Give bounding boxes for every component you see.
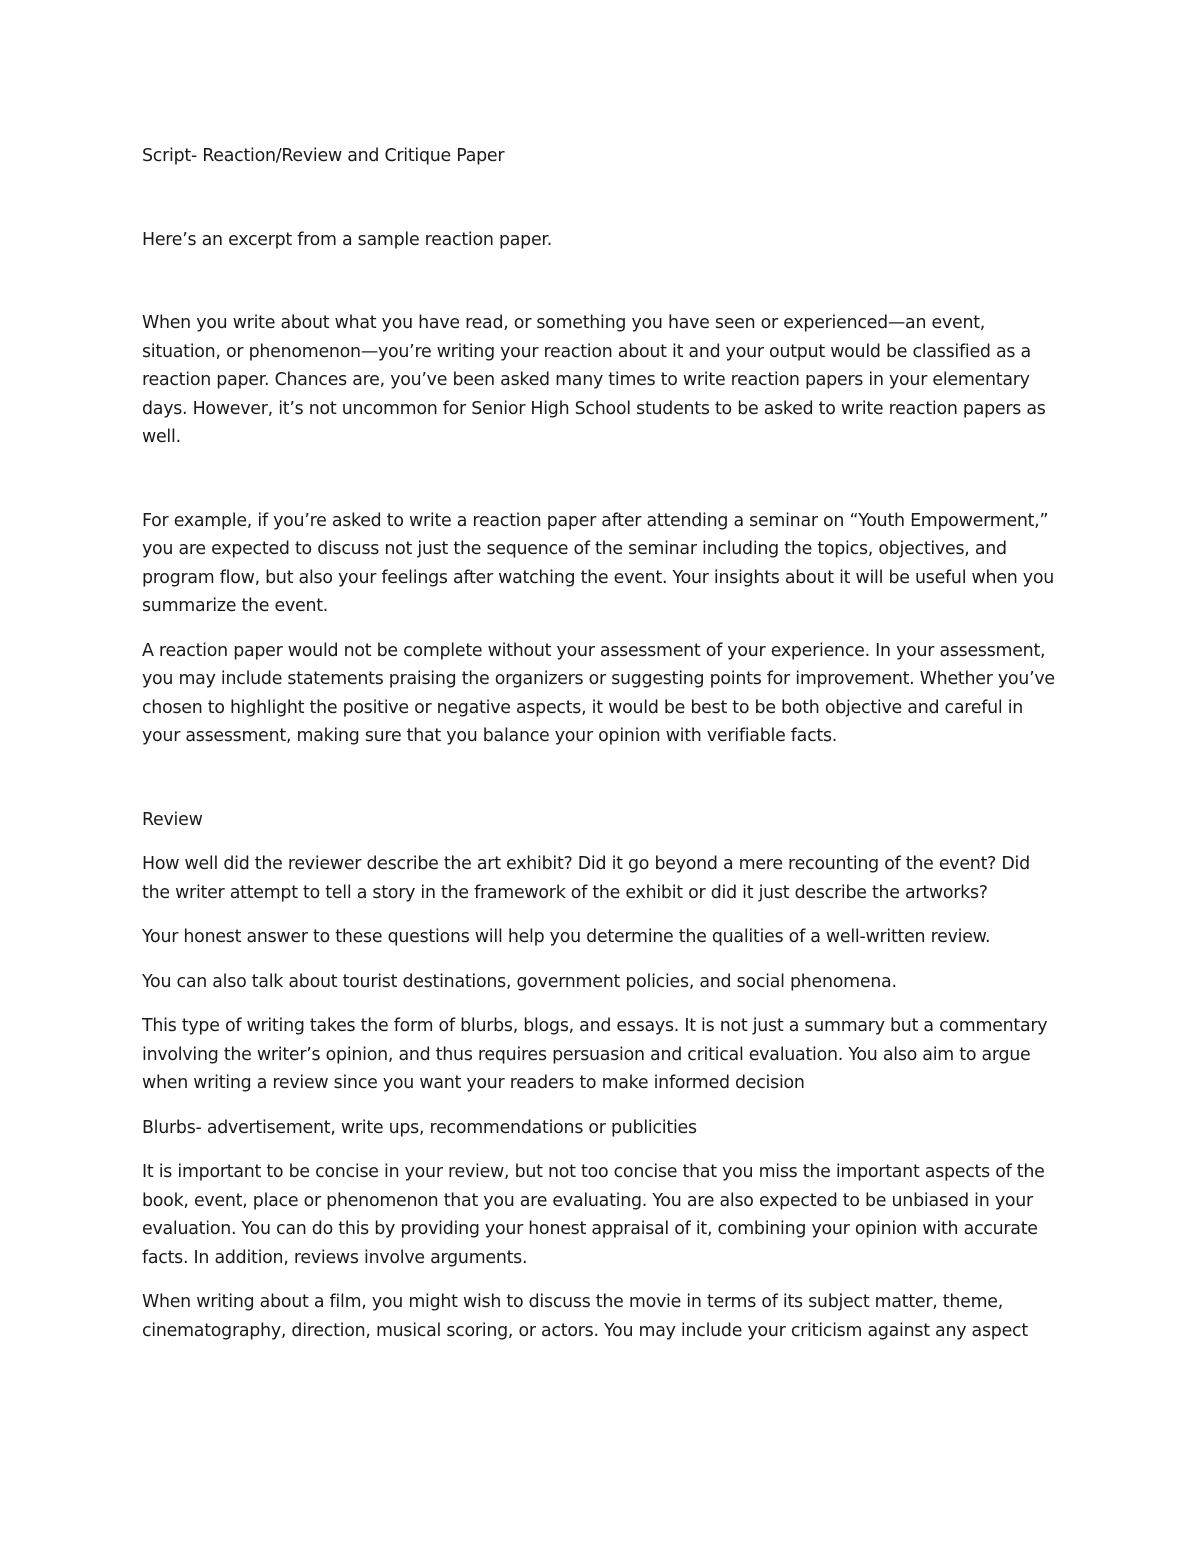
review-heading: Review <box>142 809 203 830</box>
paragraph-reaction-assessment: A reaction paper would not be complete without your assessment of your experience. In your assessment, you may include statements praising the organizers or suggesting points for improvement. Whether you’ve chosen to highlight the positive or negative aspects, it would be best to be both objective and careful in your assessment, making sure that you balance your opinion with verifiable facts. <box>142 640 1055 746</box>
review-paragraph-topics: You can also talk about tourist destinations, government policies, and social phenomena. <box>142 971 897 992</box>
review-paragraph-concise: It is important to be concise in your review, but not too concise that you miss the important aspects of the book, event, place or phenomenon that you are evaluating. You are also expected to be unbiased in your evaluation. You can do this by providing your honest appraisal of it, combining your opinion with accurate facts. In addition, reviews involve arguments. <box>142 1162 1045 1268</box>
review-paragraph-film: When writing about a film, you might wish to discuss the movie in terms of its subject matter, theme, cinematography, direction, musical scoring, or actors. You may include your criticism against any aspect <box>142 1292 1028 1341</box>
paragraph-reaction-example: For example, if you’re asked to write a reaction paper after attending a seminar on “Youth Empowerment,” you are expected to discuss not just the sequence of the seminar including the topics, objectives, and program flow, but also your feelings after watching the event. Your insights about it will be useful when you summarize the event. <box>142 510 1054 616</box>
intro-paragraph: Here’s an excerpt from a sample reaction paper. <box>142 229 552 250</box>
review-paragraph-blurbs: Blurbs- advertisement, write ups, recommendations or publicities <box>142 1117 697 1138</box>
document-body <box>142 142 1062 1345</box>
review-paragraph-honest-answer: Your honest answer to these questions will help you determine the qualities of a well-written review. <box>142 927 991 947</box>
paragraph-reaction-definition: When you write about what you have read, or something you have seen or experienced—an event, situation, or phenomenon—you’re writing your reaction about it and your output would be classified as a reaction paper. Chances are, you’ve been asked many times to write reaction papers in your elementary days. However, it’s not uncommon for Senior High School students to be asked to write reaction papers as well. <box>142 313 1046 447</box>
review-paragraph-forms: This type of writing takes the form of blurbs, blogs, and essays. It is not just a summary but a commentary involving the writer’s opinion, and thus requires persuasion and critical evaluation. You also aim to argue when writing a review since you want your readers to make informed decision <box>142 1016 1048 1093</box>
review-paragraph-questions: How well did the reviewer describe the art exhibit? Did it go beyond a mere recounting of the event? Did the writer attempt to tell a story in the framework of the exhibit or did it just describe the artworks? <box>142 854 1030 903</box>
document-title: Script- Reaction/Review and Critique Paper <box>142 146 505 166</box>
